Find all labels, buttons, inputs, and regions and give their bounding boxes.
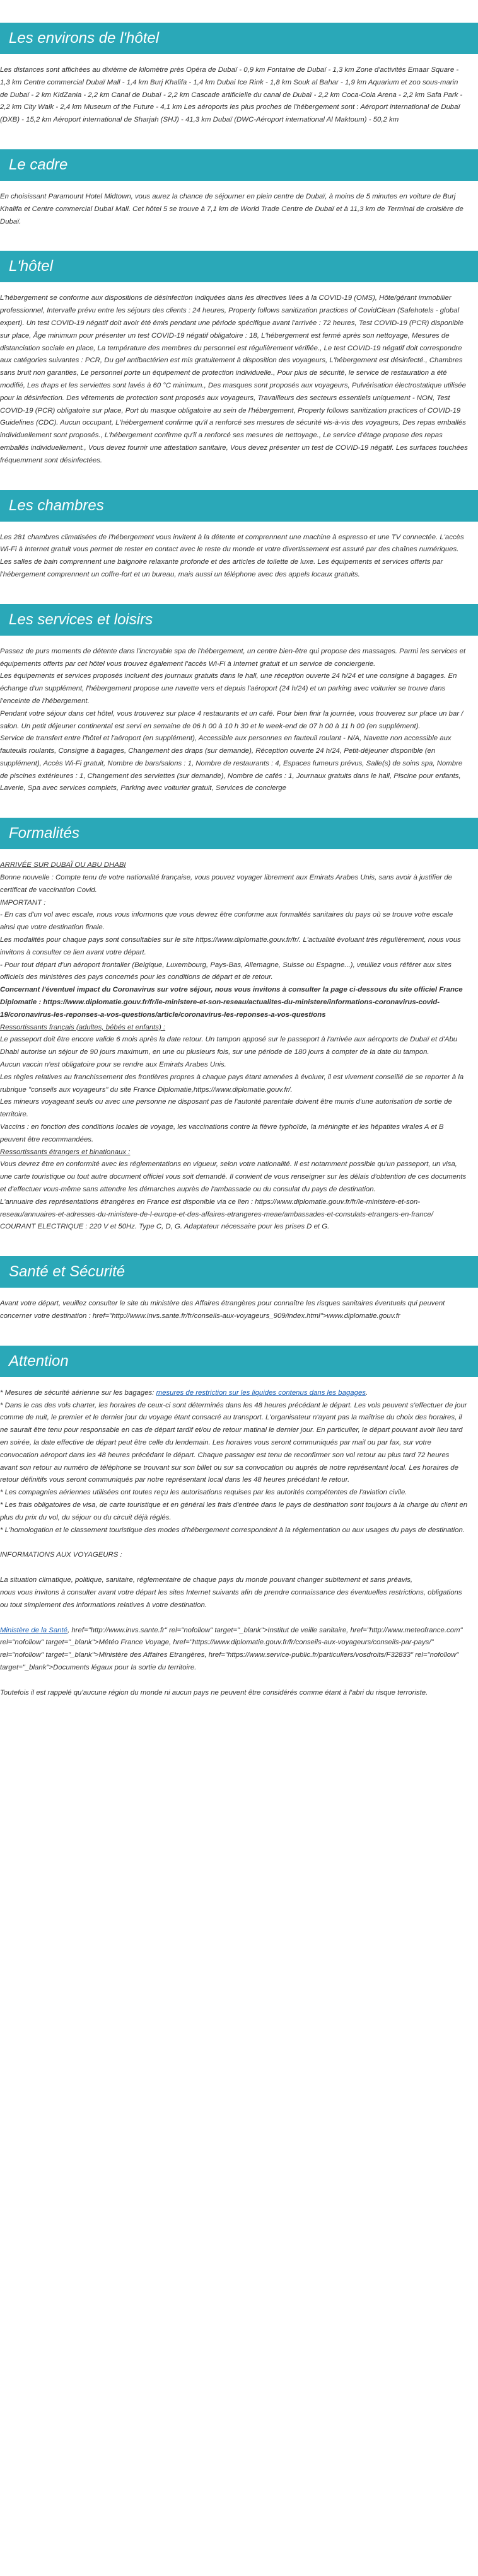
chambres-text: Les 281 chambres climatisées de l'hébergement vous invitent à la détente et comprennent une machine à espresso et une TV connectée. L'accès Wi-Fi à Internet gratuit vous permet de rester en contact avec le reste du monde et votre divertissement est assuré par des chaînes numériques. Les salles de bain comprennent une baignoire relaxante profonde et des articles de toilette de luxe. Les équipements et services offerts par l'hébergement comprennent un coffre-fort et un bureau, mais aussi un téléphone avec des appels locaux gratuits. (0, 533, 464, 578)
services-paragraph-restauration: Pendant votre séjour dans cet hôtel, vous trouverez sur place 4 restaurants et un café. Pour bien finir la journée, vous trouverez sur place un bar / salon. Un petit déjeuner continental est servi en semaine de 06 h 00 à 10 h 30 et le week-end de 07 h 00 à 11 h 00 (en supplément). (0, 709, 463, 730)
section-title-formalites: Formalités (0, 818, 478, 849)
formalites-paragraph-mineurs: Les mineurs voyageant seuls ou avec une personne ne disposant pas de l'autorité parentale doivent être munis d'une autorisation de sortie de territoire. (0, 1098, 452, 1119)
services-paragraph-spa: Passez de purs moments de détente dans l'incroyable spa de l'hébergement, un centre bien-être qui propose des massages. Parmi les services et équipements offerts par cet hôtel vous trouvez également l'accès Wi-Fi à Internet gratuit et un service de conciergerie. (0, 647, 466, 668)
attention-bagages-intro: * Mesures de sécurité aérienne sur les bagages: (0, 1388, 156, 1397)
liquids-restriction-link[interactable]: mesures de restriction sur les liquides contenus dans les bagages (156, 1388, 366, 1397)
formalites-important-modalites: Les modalités pour chaque pays sont consultables sur le site https://www.diplomatie.gouv.fr/fr/. L'actualité évoluant très régulièrement, nous vous invitons à consulter ce lien avant votre départ. (0, 936, 461, 956)
formalites-heading-arrivee: ARRIVÉE SUR DUBAÏ OU ABU DHABI (0, 861, 126, 869)
attention-bagages-end: . (366, 1388, 368, 1397)
section-hotel (0, 228, 478, 467)
section-title-cadre: Le cadre (0, 149, 478, 181)
attention-liens-text: , href="http://www.invs.sante.fr" rel="nofollow" target="_blank">Institut de veille sanitaire, href="http://www.meteofrance.com" rel="nofollow" target="_blank">Météo France Voyage, href="https://www.diplomatie.gouv.fr/fr/conseils-aux-voyageurs/conseils-par-pays/" rel="nofollow" target="_blank">Ministère des Affaires Etrangères, href="https://www.service-public.fr/particuliers/vosdroits/F32833" rel="nofollow" target="_blank">Documents légaux pour la sortie du territoire. (0, 1626, 463, 1671)
section-title-chambres: Les chambres (0, 490, 478, 522)
services-paragraph-equipements: Les équipements et services proposés incluent des journaux gratuits dans le hall, une réception ouverte 24 h/24 et une consigne à bagages. En échange d'un supplément, l'hébergement propose une navette vers et depuis l'aéroport (24 h/24) et un parking avec voiturier se trouve dans l'enceinte de l'hébergement. (0, 672, 457, 705)
services-paragraph-liste: Service de transfert entre l'hôtel et l'aéroport (en supplément), Accessible aux personnes en fauteuil roulant - N/A, Navette non accessible aux fauteuils roulants, Consigne à bagages, Changement des draps (sur demande), Réception ouverte 24 h/24, Petit-déjeuner disponible (en supplément), Accès Wi-Fi gratuit, Nombre de bars/salons : 1, Nombre de restaurants : 4, Espaces fumeurs prévus, Salle(s) de soins spa, Nombre de piscines extérieures : 1, Changement des serviettes (sur demande), Nombre de cafés : 1, Journaux gratuits dans le hall, Piscine pour enfants, Laverie, Spa avec services complets, Parking avec voiturier gratuit, Services de concierge (0, 735, 463, 793)
formalites-important-label: IMPORTANT : (0, 898, 46, 907)
attention-paragraph-liens (0, 1625, 468, 1674)
sante-text: Avant votre départ, veuillez consulter le site du ministère des Affaires étrangères pour connaître les risques sanitaires éventuels qui peuvent concerner votre destination : href="http://www.invs.sante.fr/fr/conseils-aux-voyageurs_909/index.html">www.diplomatie.gouv.fr (0, 1300, 445, 1320)
formalites-paragraph-annuaire: L'annuaire des représentations étrangères en France est disponible via ce lien : https://www.diplomatie.gouv.fr/fr/le-ministere-et-son-reseau/annuaires-et-adresses-du-ministere-de-l-europe-et-des-affaires-etrangeres-meae/ambassades-et-consulats-etrangers-en-france/ (0, 1198, 433, 1218)
formalites-important-escale: - En cas d'un vol avec escale, nous vous informons que vous devrez être conforme aux formalités sanitaires du pays où se trouve votre escale ainsi que votre destination finale. (0, 911, 453, 932)
formalites-paragraph-vaccin: Aucun vaccin n'est obligatoire pour se rendre aux Emirats Arabes Unis. (0, 1061, 226, 1069)
section-chambres (0, 467, 478, 581)
formalites-heading-etrangers: Ressortissants étrangers et binationaux : (0, 1148, 131, 1156)
attention-paragraph-homologation: * L'homologation et le classement touristique des modes d'hébergement correspondent à la réglementation ou aux usages du pays de destination. (0, 1526, 465, 1534)
attention-paragraph-terrorisme: Toutefois il est rappelé qu'aucune région du monde ni aucun pays ne peuvent être considérés comme étant à l'abri du risque terroriste. (0, 1688, 428, 1697)
section-title-sante: Santé et Sécurité (0, 1256, 478, 1288)
formalites-paragraph-vaccins: Vaccins : en fonction des conditions locales de voyage, les vaccinations contre la fièvre typhoïde, la méningite et les hépatites virales A et B peuvent être recommandées. (0, 1123, 444, 1143)
formalites-paragraph-etrangers: Vous devrez être en conformité avec les réglementations en vigueur, selon votre nationalité. Il est notamment possible qu'un passeport, un visa, une carte touristique ou tout autre document officiel vous soit demandé. Il convient de vous renseigner sur les délais d'obtention de ces documents et d'effectuer vous-même sans attendre les démarches auprès de l'ambassade ou du consulat du pays de destination. (0, 1160, 467, 1193)
section-environs (0, 0, 478, 127)
environs-text: Les distances sont affichées au dixième de kilomètre près Opéra de Dubaï - 0,9 km Fontaine de Dubaï - 1,3 km Zone d'activités Emaar Square - 1,3 km Centre commercial Dubaï Mall - 1,4 km Burj Khalifa - 1,4 km Dubai Ice Rink - 1,8 km Souk al Bahar - 1,9 km Aquarium et zoo sous-marin de Dubaï - 2 km KidZania - 2,2 km Canal de Dubaï - 2,2 km Cascade artificielle du canal de Dubaï - 2,2 km Coca-Cola Arena - 2,2 km Safa Park - 2,2 km City Walk - 2,4 km Museum of the Future - 4,1 km Les aéroports les plus proches de l'hébergement sont : Aéroport international de Dubaï (DXB) - 15,2 km Aéroport international de Sharjah (SHJ) - 41,3 km Dubaï (DWC-Aéroport international Al Maktoum) - 50,2 km (0, 66, 463, 124)
attention-paragraph-situation: La situation climatique, politique, sanitaire, réglementaire de chaque pays du monde pouvant changer subitement et sans préavis, nous vous invitons à consulter avant votre départ les sites Internet suivants afin de prendre connaissance des éventuelles restrictions, obligations ou tout simplement des informations relatives à votre destination. (0, 1576, 462, 1609)
section-title-services: Les services et loisirs (0, 604, 478, 636)
cadre-text: En choisissant Paramount Hotel Midtown, vous aurez la chance de séjourner en plein centre de Dubaï, à moins de 5 minutes en voiture de Burj Khalifa et Centre commercial Dubaï Mall. Cet hôtel 5 se trouve à 7,1 km de World Trade Centre de Dubaï et à 11,3 km de Terminal de croisière de Dubaï. (0, 192, 463, 226)
attention-paragraph-frais: * Les frais obligatoires de visa, de carte touristique et en général les frais d'entrée dans le pays de destination sont toujours à la charge du client en plus du prix du vol, du séjour ou du circuit déjà réglés. (0, 1501, 468, 1521)
section-attention (0, 1323, 478, 1700)
attention-paragraph-compagnies: * Les compagnies aériennes utilisées ont toutes reçu les autorisations requises par les autorités compétentes de l'aviation civile. (0, 1489, 407, 1497)
formalites-paragraph-passeport: Le passeport doit être encore valide 6 mois après la date retour. Un tampon apposé sur le passeport à l'arrivée aux aéroports de Dubaï et d'Abu Dhabi autorise un séjour de 90 jours maximum, en une ou plusieurs fois, sur une période de 180 jours à compter de la date du tampon. (0, 1036, 458, 1056)
attention-paragraph-infos-label: INFORMATIONS AUX VOYAGEURS : (0, 1551, 122, 1559)
section-cadre (0, 127, 478, 228)
section-services (0, 581, 478, 796)
formalites-important-frontalier: - Pour tout départ d'un aéroport frontalier (Belgique, Luxembourg, Pays-Bas, Allemagne, Suisse ou Espagne...), veuillez vous référer aux sites officiels des ministères des pays concernés pour les conditions de départ et de retour. (0, 961, 452, 982)
formalites-heading-ressortissants: Ressortissants français (adultes, bébés et enfants) : (0, 1023, 166, 1031)
attention-paragraph-bagages (0, 1387, 468, 1400)
section-title-hotel: L'hôtel (0, 251, 478, 282)
formalites-paragraph-frontieres: Les règles relatives au franchissement des frontières propres à chaque pays étant amenées à évoluer, il est vivement conseillé de se reporter à la rubrique "conseils aux voyageurs" du site France Diplomatie,https://www.diplomatie.gouv.fr/. (0, 1073, 464, 1094)
section-formalites (0, 795, 478, 1234)
section-sante (0, 1234, 478, 1323)
section-title-attention: Attention (0, 1346, 478, 1377)
hotel-text: L'hébergement se conforme aux dispositions de désinfection indiquées dans les directives liées à la COVID-19 (OMS), Hôte/gérant immobilier professionnel, Intervalle prévu entre les séjours des clients : 24 heures, Property follows sanitization practices of CovidClean (Safehotels - global expert). Un test COVID-19 négatif doit avoir été émis pendant une période spécifique avant l'arrivée : 72 heures, Test COVID-19 (PCR) disponible sur place, Âge minimum pour présenter un test COVID-19 négatif obligatoire : 18, L'hébergement est fermé après son nettoyage, Mesures de distanciation sociale en place, La température des membres du personnel est régulièrement vérifiée., Le test COVID-19 négatif doit correspondre aux catégories suivantes : PCR, Du gel antibactérien est mis gratuitement à disposition des voyageurs, L'hébergement est désinfecté., Chambres sans bruit non garanties, Le personnel porte un équipement de protection individuelle., Pour plus de sécurité, le service de restauration a été modifié, Les draps et les serviettes sont lavés à 60 °C minimum., Des masques sont proposés aux voyageurs, Pulvérisation électrostatique utilisée pour la désinfection. Des vêtements de protection sont proposés aux voyageurs, Travailleurs des secteurs essentiels uniquement - NON, Test COVID-19 (PCR) obligatoire sur place, Port du masque obligatoire au sein de l'hébergement, Property follows sanitization practices of COVID-19 Guidelines (CDC). Aucun occupant, L'hébergement confirme qu'il a renforcé ses mesures de sécurité vis-à-vis des voyageurs, Des repas emballés individuellement sont proposés., L'hébergement confirme qu'il a renforcé ses mesures de nettoyage., Le service d'étage propose des repas emballés individuellement., Vous devez fournir une attestation sanitaire, Vous devez présenter un test de COVID-19 négatif. Les surfaces touchées fréquemment sont désinfectées. (0, 294, 468, 464)
section-title-environs: Les environs de l'hôtel (0, 23, 478, 54)
formalites-coronavirus-note: Concernant l'éventuel impact du Coronavirus sur votre séjour, nous vous invitons à consulter la page ci-dessous du site officiel France Diplomatie : https://www.diplomatie.gouv.fr/fr/le-ministere-et-son-reseau/actualites-du-ministere/informations-coronavirus-covid-19/coronavirus-les-reponses-a-vos-questions/article/coronavirus-les-reponses-a-vos-questions (0, 986, 463, 1019)
formalites-paragraph-nationalite: Bonne nouvelle : Compte tenu de votre nationalité française, vous pouvez voyager librement aux Emirats Arabes Unis, sans avoir à justifier de certificat de vaccination Covid. (0, 874, 452, 894)
ministere-sante-link[interactable]: Ministère de la Santé (0, 1626, 68, 1634)
attention-paragraph-charter: * Dans le cas des vols charter, les horaires de ceux-ci sont déterminés dans les 48 heures précédant le départ. Les vols peuvent s'effectuer de jour comme de nuit, le premier et le dernier jour du voyage étant consacré au transport. L'organisateur n'ayant pas la maîtrise du choix des horaires, il ne saurait être tenu pour responsable en cas de départ tardif et/ou de retour matinal le dernier jour. En particulier, le départ pouvant avoir lieu tard en soirée, la date effective de départ peut être celle du lendemain. Les horaires vous seront communiqués par mail ou par fax, sur votre convocation aéroport dans les 48 heures précédant le départ. Chaque passager est tenu de reconfirmer son vol retour au plus tard 72 heures avant son retour au numéro de téléphone se trouvant sur son billet ou sur sa convocation ou auprès de notre représentant local. Les horaires de retour définitifs vous seront communiqués par notre représentant local dans les 48 heures précédant le retour. (0, 1401, 467, 1484)
formalites-paragraph-courant: COURANT ELECTRIQUE : 220 V et 50Hz. Type C, D, G. Adaptateur nécessaire pour les prises D et G. (0, 1223, 330, 1231)
